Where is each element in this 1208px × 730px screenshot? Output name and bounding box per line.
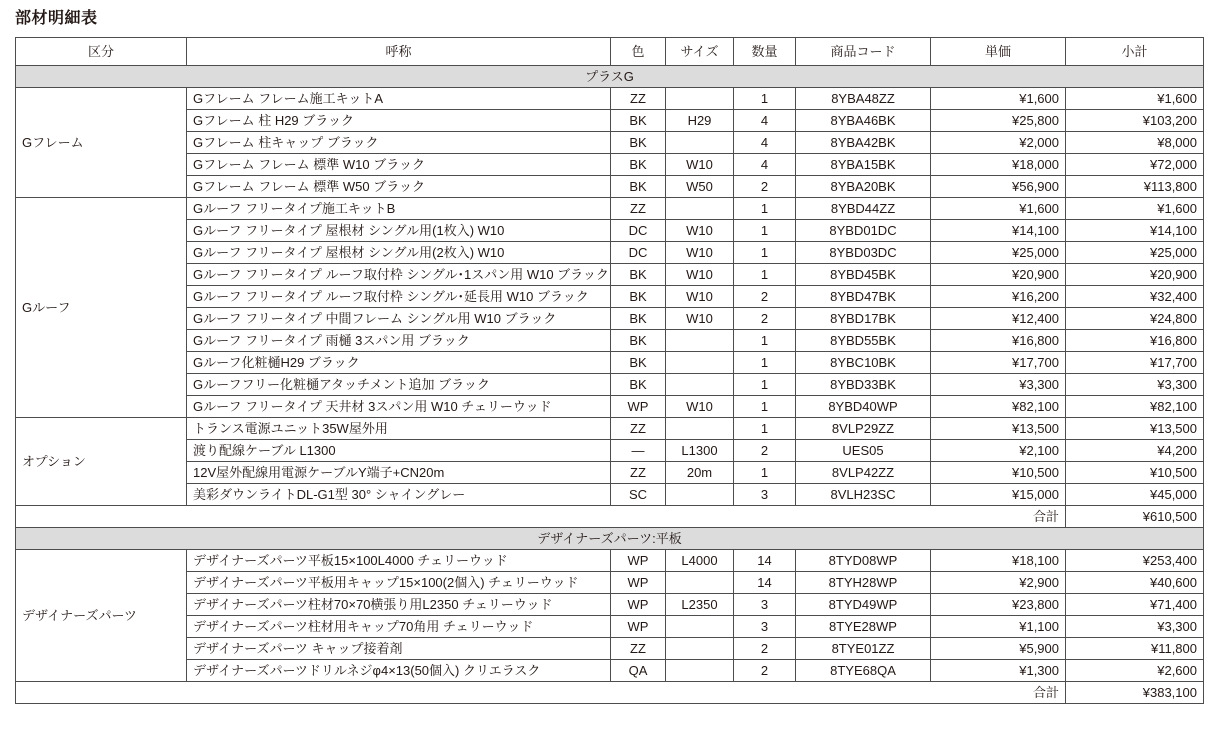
cell-size: W10 bbox=[666, 154, 734, 176]
section-band-label: プラスG bbox=[16, 66, 1204, 88]
cell-code: 8YBA15BK bbox=[796, 154, 931, 176]
cell-shokei: ¥3,300 bbox=[1066, 374, 1204, 396]
cell-shokei: ¥3,300 bbox=[1066, 616, 1204, 638]
table-row bbox=[16, 484, 1204, 506]
page-title: 部材明細表 bbox=[15, 10, 98, 27]
total-amount-cell: ¥610,500 bbox=[1066, 506, 1204, 528]
section-total-row bbox=[16, 682, 1204, 704]
table-row bbox=[16, 396, 1204, 418]
cell-iro: BK bbox=[611, 330, 666, 352]
cell-size bbox=[666, 132, 734, 154]
cell-suryo: 4 bbox=[734, 132, 796, 154]
cell-code: 8TYD49WP bbox=[796, 594, 931, 616]
cell-suryo: 3 bbox=[734, 616, 796, 638]
cell-iro: WP bbox=[611, 550, 666, 572]
cell-size bbox=[666, 660, 734, 682]
cell-suryo: 3 bbox=[734, 484, 796, 506]
cell-size bbox=[666, 572, 734, 594]
cell-tanka: ¥2,100 bbox=[931, 440, 1066, 462]
cell-code: 8YBD17BK bbox=[796, 308, 931, 330]
cell-shokei: ¥103,200 bbox=[1066, 110, 1204, 132]
cell-suryo: 1 bbox=[734, 418, 796, 440]
table-row bbox=[16, 418, 1204, 440]
cell-code: 8YBD55BK bbox=[796, 330, 931, 352]
cell-code: 8YBD44ZZ bbox=[796, 198, 931, 220]
cell-shokei: ¥24,800 bbox=[1066, 308, 1204, 330]
cell-suryo: 3 bbox=[734, 594, 796, 616]
cell-size: W10 bbox=[666, 286, 734, 308]
table-row bbox=[16, 352, 1204, 374]
cell-tanka: ¥25,000 bbox=[931, 242, 1066, 264]
cell-iro: — bbox=[611, 440, 666, 462]
cell-tanka: ¥56,900 bbox=[931, 176, 1066, 198]
cell-size bbox=[666, 418, 734, 440]
cell-size bbox=[666, 198, 734, 220]
cell-suryo: 1 bbox=[734, 220, 796, 242]
cell-iro: BK bbox=[611, 176, 666, 198]
cell-shokei: ¥72,000 bbox=[1066, 154, 1204, 176]
table-row bbox=[16, 594, 1204, 616]
table-row bbox=[16, 286, 1204, 308]
table-row bbox=[16, 660, 1204, 682]
cell-shokei: ¥4,200 bbox=[1066, 440, 1204, 462]
cell-suryo: 2 bbox=[734, 660, 796, 682]
cell-shokei: ¥45,000 bbox=[1066, 484, 1204, 506]
column-header-iro: 色 bbox=[611, 38, 666, 66]
cell-code: 8VLH23SC bbox=[796, 484, 931, 506]
cell-koshou: デザイナーズパーツドリルネジφ4×13(50個入) クリエラスク bbox=[187, 660, 611, 682]
cell-suryo: 2 bbox=[734, 308, 796, 330]
cell-suryo: 1 bbox=[734, 330, 796, 352]
column-header-tanka: 単価 bbox=[931, 38, 1066, 66]
cell-shokei: ¥1,600 bbox=[1066, 198, 1204, 220]
cell-koshou: Gフレーム フレーム 標準 W50 ブラック bbox=[187, 176, 611, 198]
cell-tanka: ¥1,100 bbox=[931, 616, 1066, 638]
table-body bbox=[16, 66, 1204, 704]
cell-suryo: 2 bbox=[734, 440, 796, 462]
cell-code: 8YBA46BK bbox=[796, 110, 931, 132]
table-row bbox=[16, 308, 1204, 330]
cell-shokei: ¥10,500 bbox=[1066, 462, 1204, 484]
cell-code: 8YBD40WP bbox=[796, 396, 931, 418]
cell-shokei: ¥17,700 bbox=[1066, 352, 1204, 374]
cell-iro: BK bbox=[611, 264, 666, 286]
table-row bbox=[16, 264, 1204, 286]
cell-iro: WP bbox=[611, 594, 666, 616]
cell-code: 8YBD47BK bbox=[796, 286, 931, 308]
cell-koshou: Gルーフ フリータイプ ルーフ取付枠 シングル･延長用 W10 ブラック bbox=[187, 286, 611, 308]
cell-iro: BK bbox=[611, 286, 666, 308]
cell-suryo: 1 bbox=[734, 88, 796, 110]
table-row bbox=[16, 330, 1204, 352]
column-header-kubun: 区分 bbox=[16, 38, 187, 66]
cell-size bbox=[666, 352, 734, 374]
cell-suryo: 1 bbox=[734, 198, 796, 220]
cell-tanka: ¥82,100 bbox=[931, 396, 1066, 418]
cell-koshou: Gルーフ フリータイプ 屋根材 シングル用(2枚入) W10 bbox=[187, 242, 611, 264]
cell-koshou: デザイナーズパーツ平板15×100L4000 チェリーウッド bbox=[187, 550, 611, 572]
table-row bbox=[16, 198, 1204, 220]
cell-shokei: ¥71,400 bbox=[1066, 594, 1204, 616]
cell-iro: ZZ bbox=[611, 462, 666, 484]
cell-koshou: Gフレーム フレーム施工キットA bbox=[187, 88, 611, 110]
cell-shokei: ¥16,800 bbox=[1066, 330, 1204, 352]
cell-suryo: 2 bbox=[734, 638, 796, 660]
cell-code: 8YBA20BK bbox=[796, 176, 931, 198]
cell-suryo: 1 bbox=[734, 462, 796, 484]
cell-tanka: ¥1,600 bbox=[931, 198, 1066, 220]
column-header-size: サイズ bbox=[666, 38, 734, 66]
cell-code: 8YBD01DC bbox=[796, 220, 931, 242]
table-row bbox=[16, 616, 1204, 638]
cell-koshou: Gルーフ フリータイプ ルーフ取付枠 シングル･1スパン用 W10 ブラック bbox=[187, 264, 611, 286]
group-name-cell: Gルーフ bbox=[16, 198, 187, 418]
cell-koshou: Gルーフフリー化粧樋アタッチメント追加 ブラック bbox=[187, 374, 611, 396]
cell-code: 8YBA48ZZ bbox=[796, 88, 931, 110]
cell-code: 8YBD45BK bbox=[796, 264, 931, 286]
cell-shokei: ¥82,100 bbox=[1066, 396, 1204, 418]
table-row bbox=[16, 176, 1204, 198]
cell-size: L4000 bbox=[666, 550, 734, 572]
cell-tanka: ¥15,000 bbox=[931, 484, 1066, 506]
cell-suryo: 1 bbox=[734, 352, 796, 374]
cell-iro: SC bbox=[611, 484, 666, 506]
cell-koshou: Gルーフ フリータイプ施工キットB bbox=[187, 198, 611, 220]
column-header-suryo: 数量 bbox=[734, 38, 796, 66]
cell-tanka: ¥18,100 bbox=[931, 550, 1066, 572]
cell-size: H29 bbox=[666, 110, 734, 132]
cell-koshou: デザイナーズパーツ柱材用キャップ70角用 チェリーウッド bbox=[187, 616, 611, 638]
cell-size bbox=[666, 616, 734, 638]
cell-size: W10 bbox=[666, 396, 734, 418]
cell-koshou: Gルーフ フリータイプ 屋根材 シングル用(1枚入) W10 bbox=[187, 220, 611, 242]
cell-tanka: ¥16,200 bbox=[931, 286, 1066, 308]
cell-shokei: ¥14,100 bbox=[1066, 220, 1204, 242]
cell-koshou: デザイナーズパーツ平板用キャップ15×100(2個入) チェリーウッド bbox=[187, 572, 611, 594]
section-band-label: デザイナーズパーツ:平板 bbox=[16, 528, 1204, 550]
cell-tanka: ¥14,100 bbox=[931, 220, 1066, 242]
cell-iro: BK bbox=[611, 154, 666, 176]
cell-size: W10 bbox=[666, 220, 734, 242]
cell-tanka: ¥23,800 bbox=[931, 594, 1066, 616]
section-total-row bbox=[16, 506, 1204, 528]
total-label-cell: 合計 bbox=[16, 682, 1066, 704]
cell-iro: BK bbox=[611, 352, 666, 374]
table-row bbox=[16, 374, 1204, 396]
cell-suryo: 2 bbox=[734, 286, 796, 308]
cell-suryo: 4 bbox=[734, 110, 796, 132]
column-header-koshou: 呼称 bbox=[187, 38, 611, 66]
cell-shokei: ¥32,400 bbox=[1066, 286, 1204, 308]
table-row bbox=[16, 132, 1204, 154]
cell-shokei: ¥1,600 bbox=[1066, 88, 1204, 110]
cell-shokei: ¥8,000 bbox=[1066, 132, 1204, 154]
table-row bbox=[16, 154, 1204, 176]
cell-size: 20m bbox=[666, 462, 734, 484]
table-row bbox=[16, 572, 1204, 594]
cell-size: L2350 bbox=[666, 594, 734, 616]
cell-tanka: ¥1,600 bbox=[931, 88, 1066, 110]
cell-suryo: 14 bbox=[734, 550, 796, 572]
cell-tanka: ¥2,900 bbox=[931, 572, 1066, 594]
cell-code: 8TYH28WP bbox=[796, 572, 931, 594]
cell-suryo: 1 bbox=[734, 396, 796, 418]
cell-size bbox=[666, 330, 734, 352]
column-header-code: 商品コード bbox=[796, 38, 931, 66]
cell-koshou: Gルーフ フリータイプ 雨樋 3スパン用 ブラック bbox=[187, 330, 611, 352]
cell-iro: ZZ bbox=[611, 638, 666, 660]
cell-code: 8TYE01ZZ bbox=[796, 638, 931, 660]
cell-size bbox=[666, 638, 734, 660]
cell-koshou: Gフレーム 柱キャップ ブラック bbox=[187, 132, 611, 154]
table-row bbox=[16, 462, 1204, 484]
column-header-shokei: 小計 bbox=[1066, 38, 1204, 66]
table-row bbox=[16, 110, 1204, 132]
cell-code: UES05 bbox=[796, 440, 931, 462]
cell-size: W10 bbox=[666, 264, 734, 286]
cell-suryo: 4 bbox=[734, 154, 796, 176]
group-name-cell: オプション bbox=[16, 418, 187, 506]
cell-tanka: ¥13,500 bbox=[931, 418, 1066, 440]
cell-koshou: Gルーフ フリータイプ 中間フレーム シングル用 W10 ブラック bbox=[187, 308, 611, 330]
cell-iro: DC bbox=[611, 242, 666, 264]
cell-tanka: ¥5,900 bbox=[931, 638, 1066, 660]
cell-shokei: ¥113,800 bbox=[1066, 176, 1204, 198]
table-row bbox=[16, 220, 1204, 242]
cell-iro: BK bbox=[611, 110, 666, 132]
cell-iro: ZZ bbox=[611, 88, 666, 110]
cell-code: 8TYE68QA bbox=[796, 660, 931, 682]
cell-koshou: Gフレーム フレーム 標準 W10 ブラック bbox=[187, 154, 611, 176]
cell-suryo: 2 bbox=[734, 176, 796, 198]
cell-size: W50 bbox=[666, 176, 734, 198]
table-row bbox=[16, 88, 1204, 110]
cell-koshou: デザイナーズパーツ柱材70×70横張り用L2350 チェリーウッド bbox=[187, 594, 611, 616]
cell-shokei: ¥40,600 bbox=[1066, 572, 1204, 594]
table-row bbox=[16, 242, 1204, 264]
cell-shokei: ¥13,500 bbox=[1066, 418, 1204, 440]
cell-iro: WP bbox=[611, 616, 666, 638]
cell-iro: ZZ bbox=[611, 198, 666, 220]
cell-suryo: 14 bbox=[734, 572, 796, 594]
cell-code: 8TYE28WP bbox=[796, 616, 931, 638]
cell-shokei: ¥11,800 bbox=[1066, 638, 1204, 660]
cell-koshou: 美彩ダウンライトDL-G1型 30° シャイングレー bbox=[187, 484, 611, 506]
total-label-cell: 合計 bbox=[16, 506, 1066, 528]
cell-tanka: ¥1,300 bbox=[931, 660, 1066, 682]
cell-shokei: ¥2,600 bbox=[1066, 660, 1204, 682]
cell-code: 8VLP29ZZ bbox=[796, 418, 931, 440]
cell-code: 8YBD33BK bbox=[796, 374, 931, 396]
cell-suryo: 1 bbox=[734, 374, 796, 396]
cell-koshou: デザイナーズパーツ キャップ接着剤 bbox=[187, 638, 611, 660]
parts-detail-table bbox=[15, 37, 1204, 704]
cell-size: L1300 bbox=[666, 440, 734, 462]
cell-iro: BK bbox=[611, 308, 666, 330]
cell-tanka: ¥16,800 bbox=[931, 330, 1066, 352]
table-header-row bbox=[16, 38, 1204, 66]
cell-suryo: 1 bbox=[734, 242, 796, 264]
total-amount-cell: ¥383,100 bbox=[1066, 682, 1204, 704]
group-name-cell: デザイナーズパーツ bbox=[16, 550, 187, 682]
section-band-row bbox=[16, 66, 1204, 88]
cell-iro: BK bbox=[611, 132, 666, 154]
cell-iro: WP bbox=[611, 396, 666, 418]
table-row bbox=[16, 550, 1204, 572]
cell-shokei: ¥253,400 bbox=[1066, 550, 1204, 572]
table-header bbox=[16, 38, 1204, 66]
cell-tanka: ¥12,400 bbox=[931, 308, 1066, 330]
cell-koshou: Gルーフ フリータイプ 天井材 3スパン用 W10 チェリーウッド bbox=[187, 396, 611, 418]
cell-shokei: ¥20,900 bbox=[1066, 264, 1204, 286]
cell-shokei: ¥25,000 bbox=[1066, 242, 1204, 264]
cell-iro: ZZ bbox=[611, 418, 666, 440]
cell-tanka: ¥2,000 bbox=[931, 132, 1066, 154]
cell-koshou: Gルーフ化粧樋H29 ブラック bbox=[187, 352, 611, 374]
cell-koshou: 渡り配線ケーブル L1300 bbox=[187, 440, 611, 462]
cell-iro: WP bbox=[611, 572, 666, 594]
cell-iro: BK bbox=[611, 374, 666, 396]
cell-code: 8YBA42BK bbox=[796, 132, 931, 154]
table-row bbox=[16, 440, 1204, 462]
cell-koshou: Gフレーム 柱 H29 ブラック bbox=[187, 110, 611, 132]
cell-suryo: 1 bbox=[734, 264, 796, 286]
cell-iro: QA bbox=[611, 660, 666, 682]
cell-size: W10 bbox=[666, 308, 734, 330]
cell-iro: DC bbox=[611, 220, 666, 242]
cell-tanka: ¥17,700 bbox=[931, 352, 1066, 374]
cell-tanka: ¥10,500 bbox=[931, 462, 1066, 484]
cell-code: 8TYD08WP bbox=[796, 550, 931, 572]
cell-size bbox=[666, 374, 734, 396]
cell-size bbox=[666, 88, 734, 110]
cell-size: W10 bbox=[666, 242, 734, 264]
cell-code: 8VLP42ZZ bbox=[796, 462, 931, 484]
cell-code: 8YBD03DC bbox=[796, 242, 931, 264]
table-row bbox=[16, 638, 1204, 660]
cell-tanka: ¥20,900 bbox=[931, 264, 1066, 286]
cell-tanka: ¥25,800 bbox=[931, 110, 1066, 132]
group-name-cell: Gフレーム bbox=[16, 88, 187, 198]
cell-size bbox=[666, 484, 734, 506]
cell-tanka: ¥18,000 bbox=[931, 154, 1066, 176]
cell-koshou: 12V屋外配線用電源ケーブルY端子+CN20m bbox=[187, 462, 611, 484]
cell-tanka: ¥3,300 bbox=[931, 374, 1066, 396]
cell-code: 8YBC10BK bbox=[796, 352, 931, 374]
section-band-row bbox=[16, 528, 1204, 550]
cell-koshou: トランス電源ユニット35W屋外用 bbox=[187, 418, 611, 440]
